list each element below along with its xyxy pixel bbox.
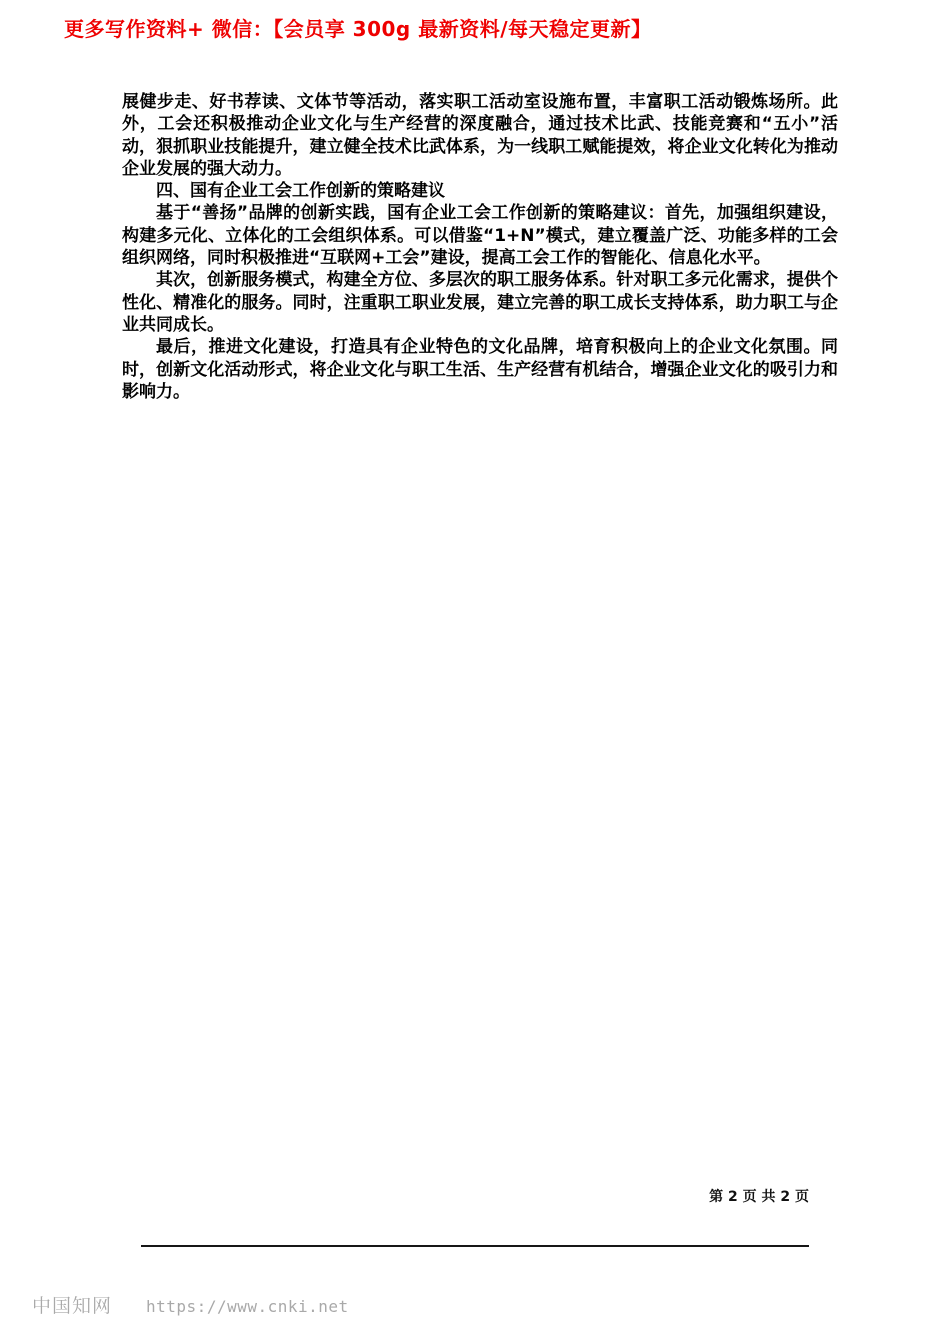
footer-divider [141, 1245, 809, 1247]
section-heading: 四、国有企业工会工作创新的策略建议 [156, 181, 445, 202]
cnki-watermark [32, 1291, 349, 1318]
cnki-url-watermark: https://www.cnki.net [146, 1297, 349, 1316]
body-paragraph: 其次，创新服务模式，构建全方位、多层次的职工服务体系。针对职工多元化需求，提供个性化、精准化的服务。同时，注重职工职业发展，建立完善的职工成长支持体系，助力职工与企业共同成长。 [122, 270, 838, 335]
cnki-brand-watermark: 中国知网 [32, 1295, 113, 1317]
body-paragraph: 基于“善扬”品牌的创新实践，国有企业工会工作创新的策略建议：首先，加强组织建设，构建多元化、立体化的工会组织体系。可以借鉴“1+N”模式，建立覆盖广泛、功能多样的工会组织网络，同时积极推进“互联网+工会”建设，提高工会工作的智能化、信息化水平。 [122, 203, 838, 269]
page-number: 第 2 页 共 2 页 [709, 1189, 809, 1205]
body-paragraph: 最后，推进文化建设，打造具有企业特色的文化品牌，培育积极向上的企业文化氛围。同时，创新文化活动形式，将企业文化与职工生活、生产经营有机结合，增强企业文化的吸引力和影响力。 [122, 337, 838, 402]
promo-banner-text: 更多写作资料+ 微信：【会员享 300g 最新资料/每天稳定更新】 [64, 17, 652, 41]
document-body [122, 91, 838, 403]
body-paragraph-continuation: 展健步走、好书荐读、文体节等活动，落实职工活动室设施布置，丰富职工活动锻炼场所。此外，工会还积极推动企业文化与生产经营的深度融合，通过技术比武、技能竞赛和“五小”活动，狠抓职业技能提升，建立健全技术比武体系，为一线职工赋能提效，将企业文化转化为推动企业发展的强大动力。 [122, 92, 838, 179]
